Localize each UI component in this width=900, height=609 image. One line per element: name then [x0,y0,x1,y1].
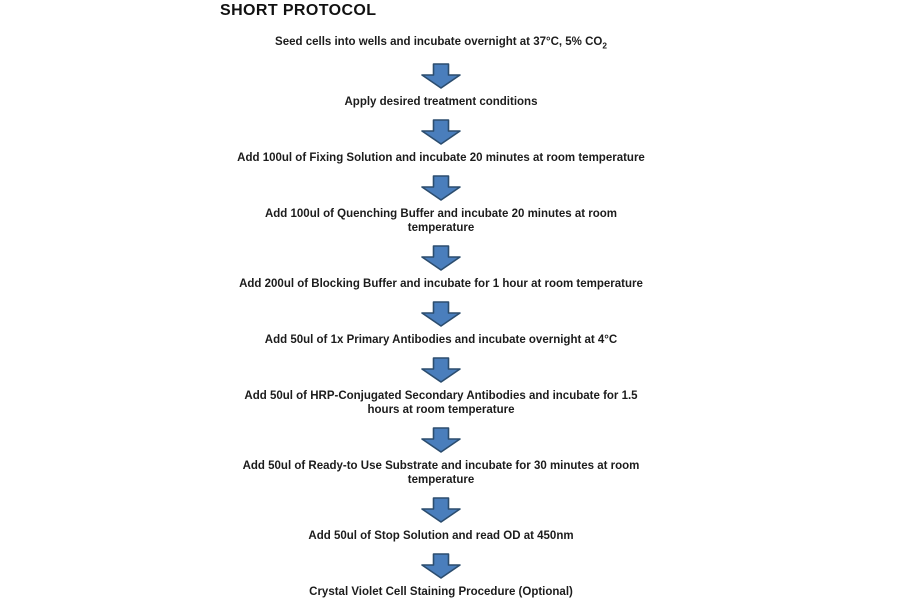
down-arrow-icon [421,301,461,327]
step-line: Add 100ul of Quenching Buffer and incubate 20 minutes at room [264,208,618,221]
down-arrow-icon [421,553,461,579]
protocol-step-quenching-buffer [265,207,617,235]
protocol-step-blocking-buffer [239,277,643,291]
step-line: Apply desired treatment conditions [344,96,538,109]
step-line: Add 50ul of Stop Solution and read OD at 450nm [308,530,574,543]
down-arrow-icon [421,427,461,453]
step-line: Add 50ul of 1x Primary Antibodies and incubate overnight at 4°C [264,334,618,347]
protocol-step-secondary-antibodies [244,389,637,417]
protocol-step-substrate [243,459,640,487]
down-arrow-icon [421,119,461,145]
step-line: Seed cells into wells and incubate overnight at 37°C, 5% $CO_2$ [275,36,607,51]
down-arrow-icon [421,175,461,201]
down-arrow-icon [421,357,461,383]
step-line: Add 100ul of Fixing Solution and incubate 20 minutes at room temperature [237,152,645,165]
protocol-step-primary-antibodies [265,333,617,347]
step-line: temperature [407,474,475,487]
protocol-step-crystal-violet [309,585,573,599]
step-line: Add 200ul of Blocking Buffer and incubate for 1 hour at room temperature [239,278,643,291]
step-line: Add 50ul of Ready-to Use Substrate and incubate for 30 minutes at room [242,460,640,473]
protocol-step-stop-solution [308,529,573,543]
step-line: Add 50ul of HRP-Conjugated Secondary Antibodies and incubate for 1.5 [244,390,638,403]
protocol-flow [0,35,882,609]
down-arrow-icon [421,63,461,89]
step-line: Crystal Violet Cell Staining Procedure (Optional) [309,586,573,599]
protocol-step-fixing-solution [237,151,645,165]
step-line: temperature [407,222,475,235]
down-arrow-icon [421,497,461,523]
protocol-step-seed-cells [275,35,607,53]
step-line: hours at room temperature [367,404,515,417]
protocol-step-apply-treatment [345,95,538,109]
page-title: SHORT PROTOCOL [220,2,377,19]
down-arrow-icon [421,245,461,271]
